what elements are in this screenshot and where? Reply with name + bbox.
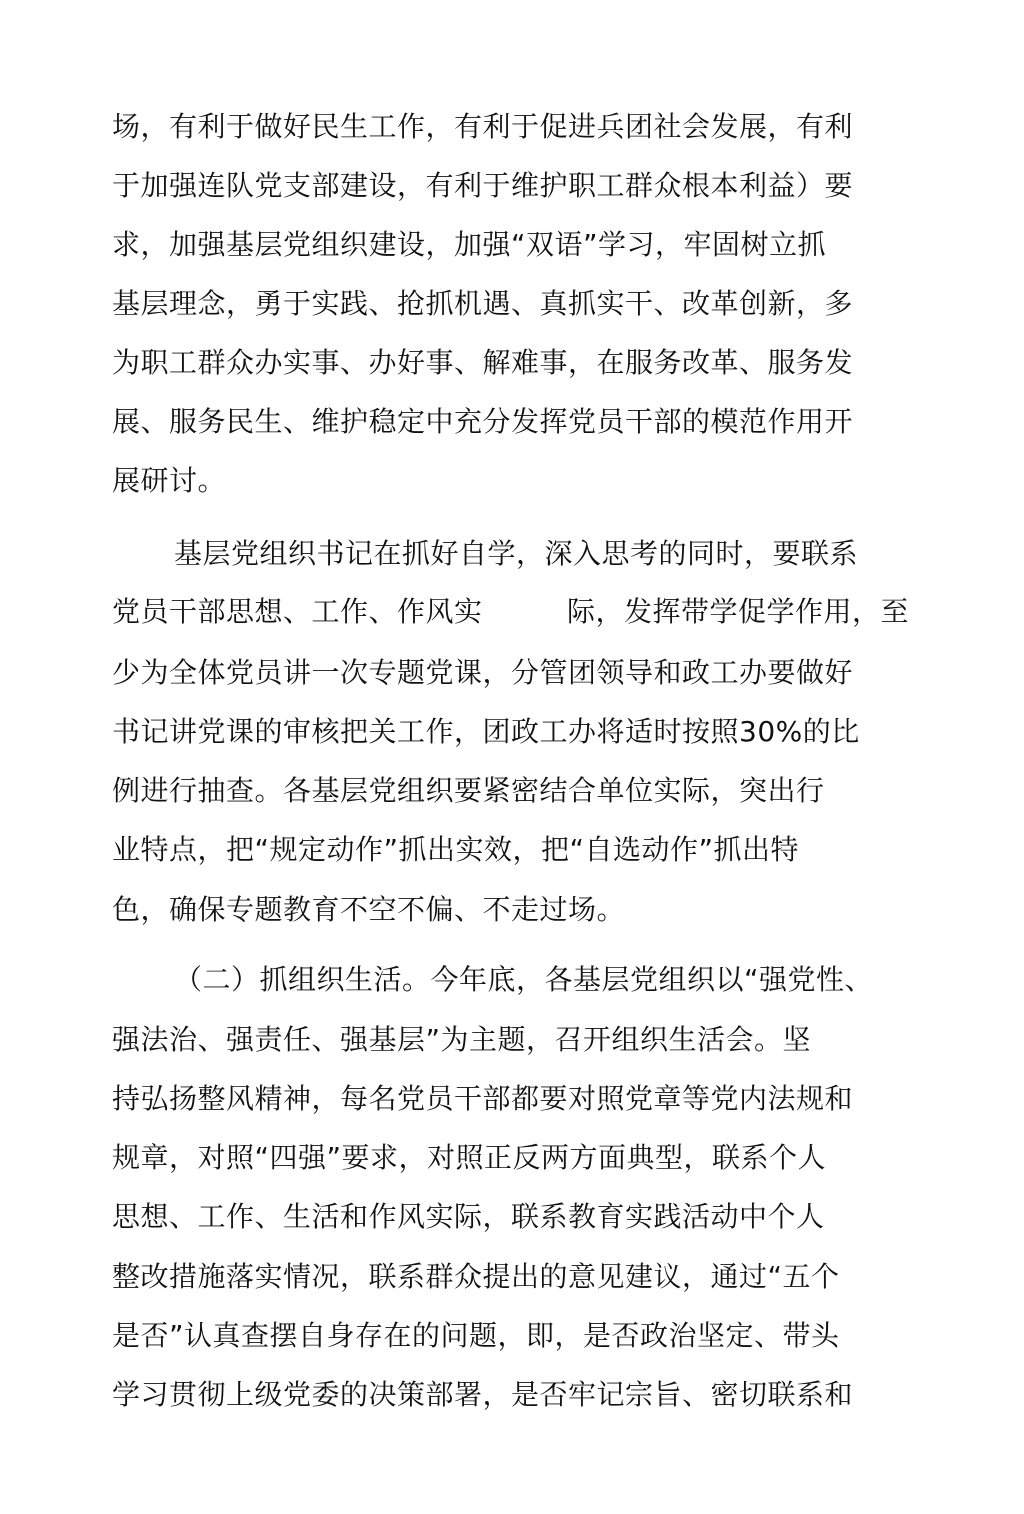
- text-line: 是否”认真查摆自身存在的问题，即，是否政治坚定、带头: [112, 1319, 840, 1352]
- text-line: 书记讲党课的审核把关工作，团政工办将适时按照30%的比: [112, 715, 860, 748]
- text-line: 求，加强基层党组织建设，加强“双语”学习，牢固树立抓: [112, 228, 827, 261]
- text-line: 业特点，把“规定动作”抓出实效，把“自选动作”抓出特: [112, 833, 800, 866]
- text-line: 整改措施落实情况，联系群众提出的意见建议，通过“五个: [112, 1260, 840, 1293]
- text-line: 基层理念，勇于实践、抢抓机遇、真抓实干、改革创新，多: [112, 287, 854, 320]
- text-line: 场，有利于做好民生工作，有利于促进兵团社会发展，有利: [112, 110, 854, 143]
- text-line: 持弘扬整风精神，每名党员干部都要对照党章等党内法规和: [112, 1082, 854, 1115]
- text-line: （二）抓组织生活。今年底，各基层党组织以“强党性、: [174, 963, 874, 996]
- text-line: 基层党组织书记在抓好自学，深入思考的同时，要联系: [174, 537, 859, 570]
- text-line: 强法治、强责任、强基层”为主题，召开组织生活会。坚: [112, 1023, 812, 1056]
- text-line: 展、服务民生、维护稳定中充分发挥党员干部的模范作用开: [112, 405, 854, 438]
- text-line: 例进行抽查。各基层党组织要紧密结合单位实际，突出行: [112, 774, 825, 807]
- text-line: 党员干部思想、工作、作风实: [112, 595, 483, 628]
- text-line: 思想、工作、生活和作风实际，联系教育实践活动中个人: [112, 1200, 825, 1233]
- text-line: 规章，对照“四强”要求，对照正反两方面典型，联系个人: [112, 1141, 827, 1174]
- text-line: 展研讨。: [112, 464, 227, 497]
- text-line: 为职工群众办实事、办好事、解难事，在服务改革、服务发: [112, 346, 854, 379]
- text-line: 色，确保专题教育不空不偏、不走过场。: [112, 893, 626, 926]
- text-line: 际，发挥带学促学作用，至: [567, 595, 910, 628]
- text-line: 少为全体党员讲一次专题党课，分管团领导和政工办要做好: [112, 656, 854, 689]
- text-line: 于加强连队党支部建设，有利于维护职工群众根本利益）要: [112, 169, 854, 202]
- text-line: 学习贯彻上级党委的决策部署，是否牢记宗旨、密切联系和: [112, 1378, 854, 1411]
